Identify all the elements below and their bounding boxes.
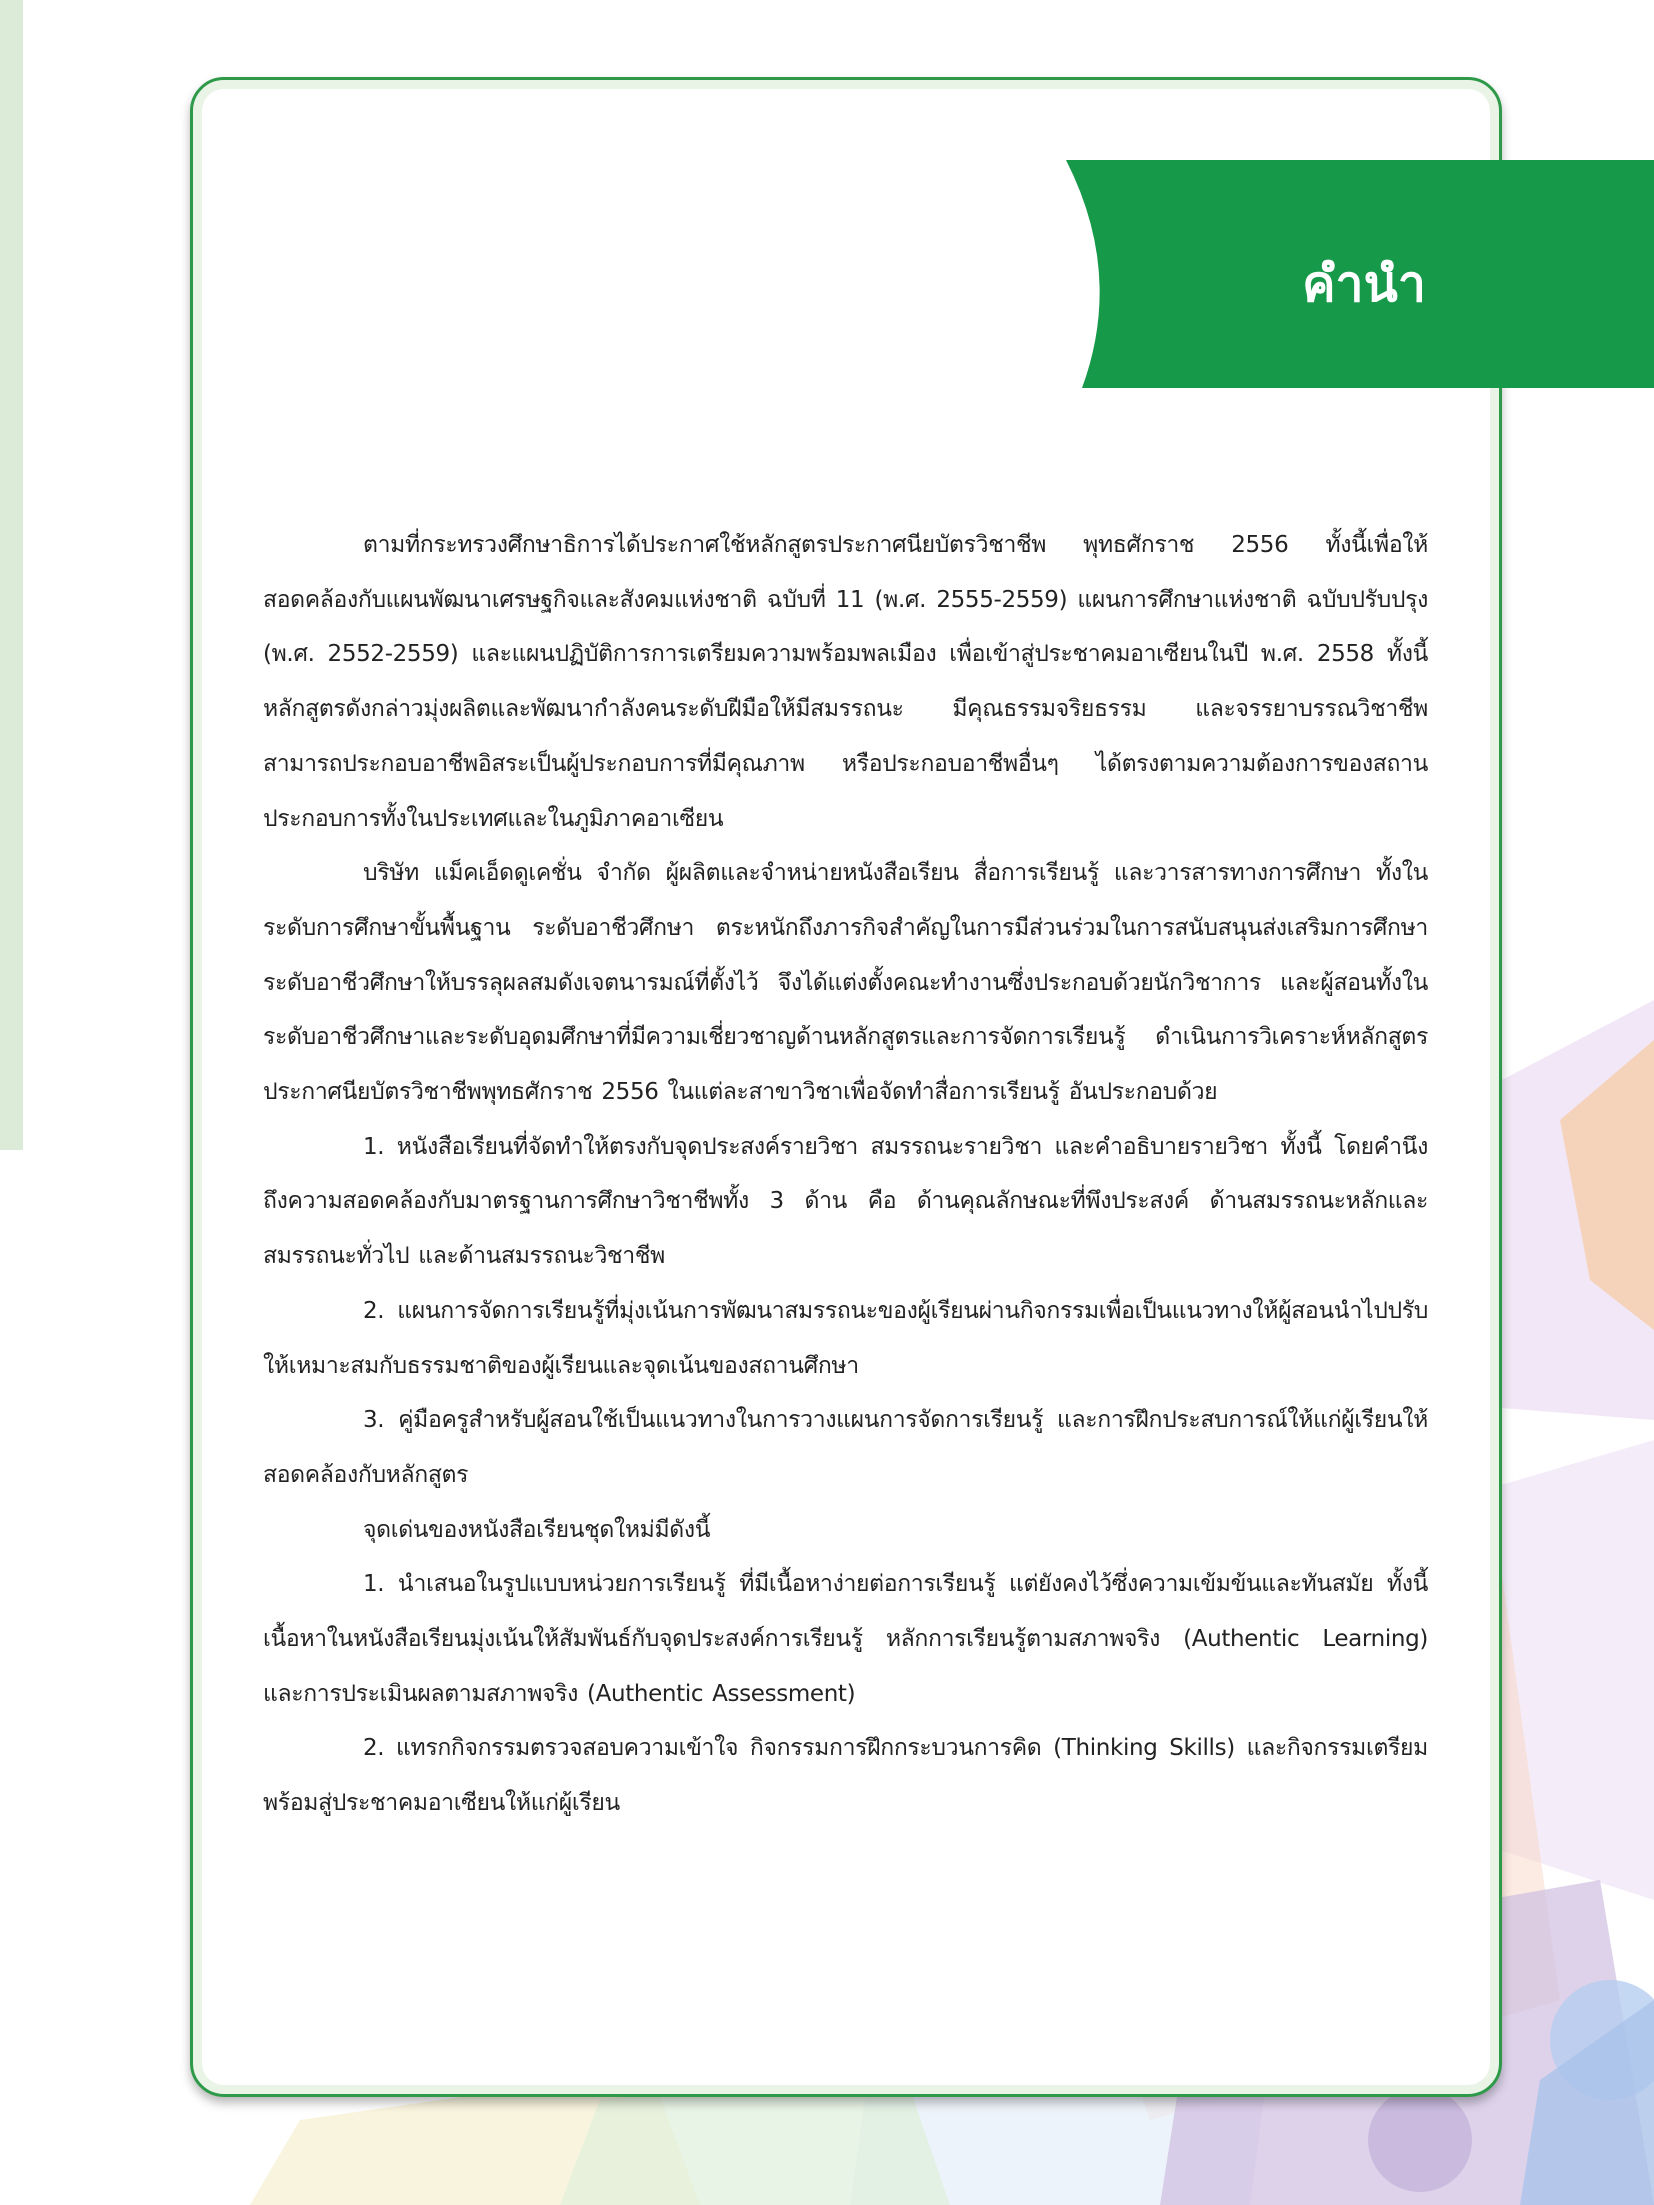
highlights-heading: จุดเด่นของหนังสือเรียนชุดใหม่มีดังนี้	[363, 1516, 711, 1543]
list-item-highlight-units: 1. นำเสนอในรูปแบบหน่วยการเรียนรู้ ที่มีเนื้อหาง่ายต่อการเรียนรู้ แต่ยังคงไว้ซึ่งความเข้มข้นและทันสมัย ทั้งนี้เนื้อหาในหนังสือเรียนมุ่งเน้นให้สัมพันธ์กับจุดประสงค์การเรียนรู้ หลักการเรียนรู้ตามสภาพจริง (Authentic Learning) และการประเมินผลตามสภาพจริง (Authentic Assessment)	[263, 1571, 1428, 1707]
list-item-lesson-plan: 2. แผนการจัดการเรียนรู้ที่มุ่งเน้นการพัฒนาสมรรถนะของผู้เรียนผ่านกิจกรรมเพื่อเป็นแนวทางให้ผู้สอนนำไปปรับให้เหมาะสมกับธรรมชาติของผู้เรียนและจุดเน้นของสถานศึกษา	[263, 1297, 1428, 1379]
list-item-highlight-activities: 2. แทรกกิจกรรมตรวจสอบความเข้าใจ กิจกรรมการฝึกกระบวนการคิด (Thinking Skills) และกิจกรรมเตรียมพร้อมสู่ประชาคมอาเซียนให้แก่ผู้เรียน	[263, 1735, 1428, 1817]
list-item-teacher-guide: 3. คู่มือครูสำหรับผู้สอนใช้เป็นแนวทางในการวางแผนการจัดการเรียนรู้ และการฝึกประสบการณ์ให้แก่ผู้เรียนให้สอดคล้องกับหลักสูตร	[263, 1407, 1428, 1488]
page-title: คำนำ	[1302, 255, 1426, 313]
paragraph-intro: ตามที่กระทรวงศึกษาธิการได้ประกาศใช้หลักสูตรประกาศนียบัตรวิชาชีพ พุทธศักราช 2556 ทั้งนี้เพื่อให้สอดคล้องกับแผนพัฒนาเศรษฐกิจและสังคมแห่งชาติ ฉบับที่ 11 (พ.ศ. 2555-2559) แผนการศึกษาแห่งชาติ ฉบับปรับปรุง (พ.ศ. 2552-2559) และแผนปฏิบัติการการเตรียมความพร้อมพลเมือง เพื่อเข้าสู่ประชาคมอาเซียนในปี พ.ศ. 2558 ทั้งนี้หลักสูตรดังกล่าวมุ่งผลิตและพัฒนากำลังคนระดับฝีมือให้มีสมรรถนะ มีคุณธรรมจริยธรรม และจรรยาบรรณวิชาชีพ สามารถประกอบอาชีพอิสระเป็นผู้ประกอบการที่มีคุณภาพ หรือประกอบอาชีพอื่นๆ ได้ตรงตามความต้องการของสถานประกอบการทั้งในประเทศและในภูมิภาคอาเซียน	[263, 532, 1428, 832]
paragraph-company: บริษัท แม็คเอ็ดดูเคชั่น จำกัด ผู้ผลิตและจำหน่ายหนังสือเรียน สื่อการเรียนรู้ และวารสารทางการศึกษา ทั้งในระดับการศึกษาขั้นพื้นฐาน ระดับอาชีวศึกษา ตระหนักถึงภารกิจสำคัญในการมีส่วนร่วมในการสนับสนุนส่งเสริมการศึกษาระดับอาชีวศึกษาให้บรรลุผลสมดังเจตนารมณ์ที่ตั้งไว้ จึงได้แต่งตั้งคณะทำงานซึ่งประกอบด้วยนักวิชาการ และผู้สอนทั้งในระดับอาชีวศึกษาและระดับอุดมศึกษาที่มีความเชี่ยวชาญด้านหลักสูตรและการจัดการเรียนรู้ ดำเนินการวิเคราะห์หลักสูตรประกาศนียบัตรวิชาชีพพุทธศักราช 2556 ในแต่ละสาขาวิชาเพื่อจัดทำสื่อการเรียนรู้ อันประกอบด้วย	[263, 860, 1428, 1106]
body-text	[263, 518, 1428, 1831]
list-item-textbook: 1. หนังสือเรียนที่จัดทำให้ตรงกับจุดประสงค์รายวิชา สมรรถนะรายวิชา และคำอธิบายรายวิชา ทั้งนี้ โดยคำนึงถึงความสอดคล้องกับมาตรฐานการศึกษาวิชาชีพทั้ง 3 ด้าน คือ ด้านคุณลักษณะที่พึงประสงค์ ด้านสมรรถนะหลักและสมรรถนะทั่วไป และด้านสมรรถนะวิชาชีพ	[263, 1133, 1428, 1270]
